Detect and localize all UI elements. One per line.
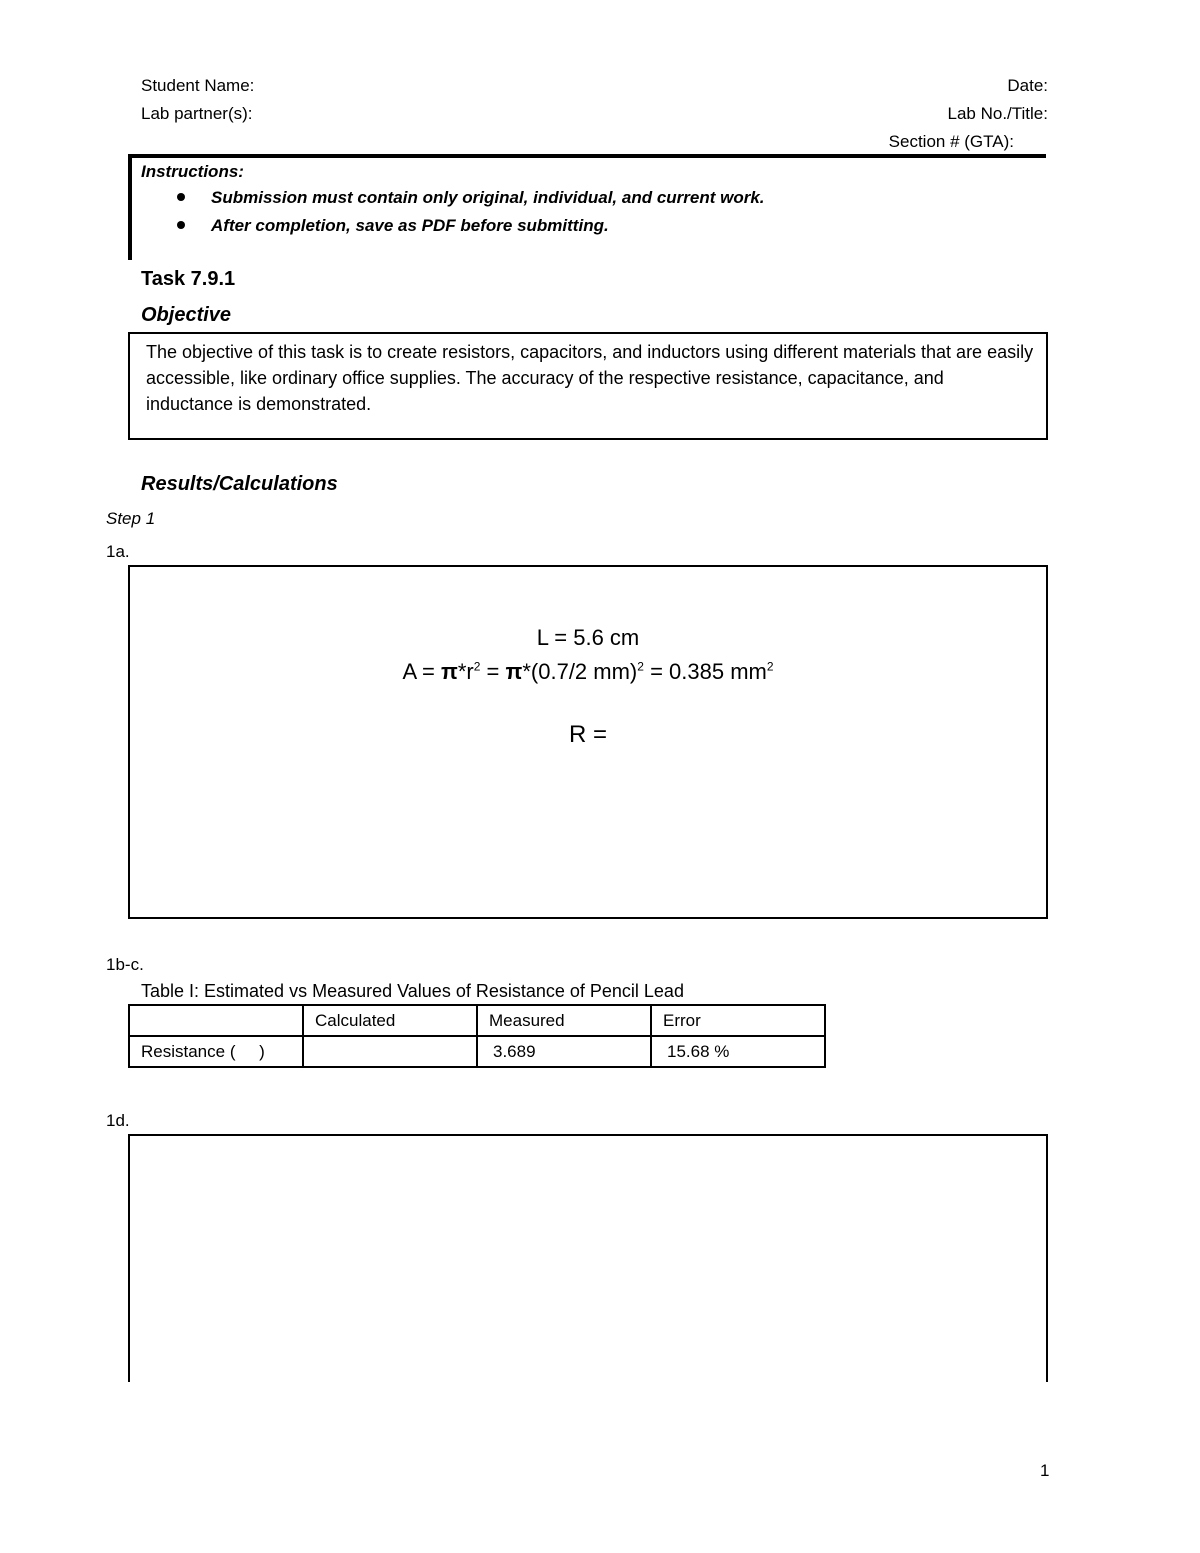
objective-text: The objective of this task is to create resistors, capacitors, and inductors using different materials that are easily accessible, like ordinary office supplies. The accuracy of the respective resistance, capacitance, and inductance is demonstrated.: [146, 342, 1034, 414]
answer-box-1d: [128, 1134, 1048, 1382]
instruction-item: Submission must contain only original, individual, and current work.: [211, 188, 765, 207]
instructions-title: Instructions:: [141, 162, 244, 181]
part-1d-label: 1d.: [106, 1111, 130, 1130]
pi-symbol: π: [441, 659, 458, 684]
task-title: Task 7.9.1: [141, 268, 236, 290]
length-equation: L = 5.6 cm: [536, 625, 640, 650]
table-caption: Table I: Estimated vs Measured Values of Resistance of Pencil Lead: [141, 981, 684, 1001]
calculation-box: [128, 565, 1048, 919]
table-header-cell: [129, 1005, 303, 1036]
section-label: Section # (GTA):: [888, 132, 1014, 151]
lab-title-label: Lab No./Title:: [947, 104, 1048, 123]
instruction-item: After completion, save as PDF before submitting.: [211, 216, 609, 235]
table-cell: 3.689: [477, 1036, 651, 1067]
part-1a-label: 1a.: [106, 542, 130, 561]
results-heading: Results/Calculations: [141, 473, 338, 495]
objective-heading: Objective: [141, 304, 232, 326]
area-eq-part: =: [480, 659, 506, 684]
resistance-equation: R =: [568, 721, 607, 748]
table-header-row: [129, 1005, 825, 1036]
results-table: [128, 1004, 826, 1068]
area-equation: [130, 659, 1046, 685]
bullet-icon: [177, 193, 185, 201]
student-name-label: Student Name:: [141, 76, 255, 95]
area-eq-part: *(0.7/2 mm): [522, 659, 638, 684]
part-1bc-label: 1b-c.: [106, 955, 144, 974]
table-header-cell: Error: [651, 1005, 825, 1036]
objective-box: [128, 332, 1048, 440]
area-eq-part: *r: [457, 659, 474, 684]
pi-symbol: π: [505, 659, 523, 684]
table-header-cell: Calculated: [303, 1005, 477, 1036]
exponent: 2: [766, 659, 774, 674]
table-header-cell: Measured: [477, 1005, 651, 1036]
area-eq-part: = 0.385 mm: [643, 659, 767, 684]
table-cell: 15.68 %: [651, 1036, 825, 1067]
exponent: 2: [473, 659, 481, 674]
lab-partners-label: Lab partner(s):: [141, 104, 253, 123]
table-cell: Resistance ( ): [129, 1036, 303, 1067]
date-label: Date:: [1007, 76, 1048, 95]
step-label: Step 1: [106, 509, 156, 528]
page-number: 1: [1040, 1461, 1050, 1480]
area-eq-part: A =: [402, 659, 441, 684]
exponent: 2: [637, 659, 644, 674]
table-row: [129, 1036, 825, 1067]
table-cell: [303, 1036, 477, 1067]
bullet-icon: [177, 221, 185, 229]
